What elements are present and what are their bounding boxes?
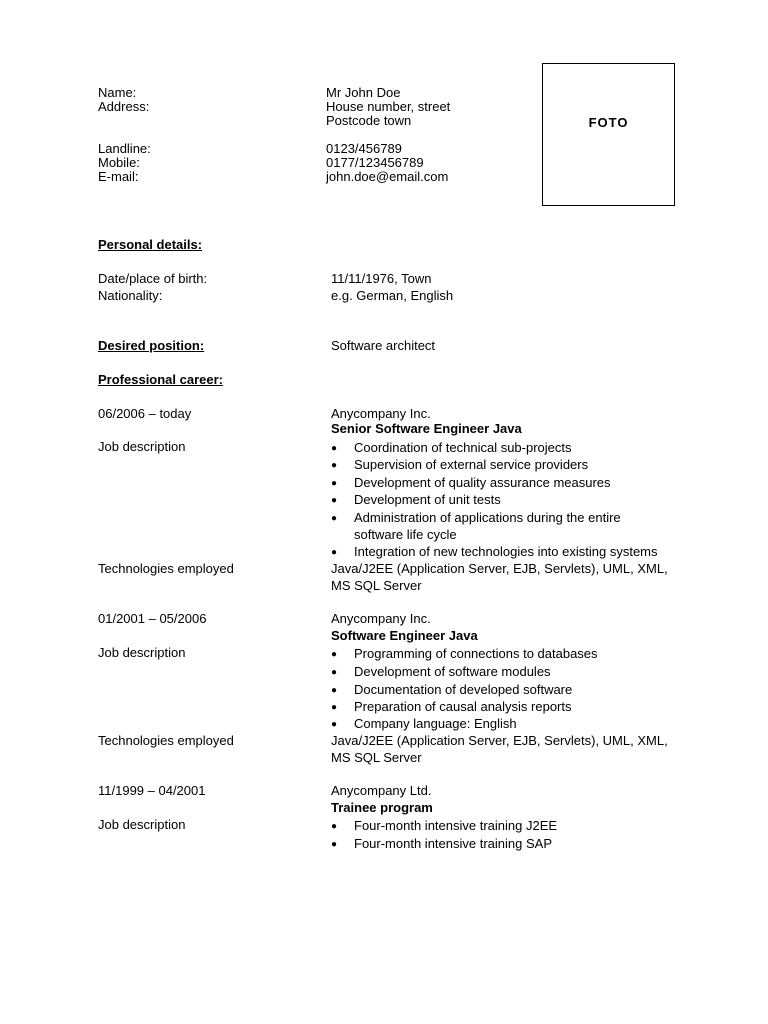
dob-label: Date/place of birth: <box>98 271 208 286</box>
job-company: Anycompany Inc. <box>331 611 431 626</box>
technologies-line-2: MS SQL Server <box>331 578 422 593</box>
job-bullet: Administration of applications during the entire <box>354 510 621 525</box>
job-description-label: Job description <box>98 439 186 454</box>
landline-label: Landline: <box>98 141 151 156</box>
technologies-label: Technologies employed <box>98 561 234 576</box>
job-period: 11/1999 – 04/2001 <box>98 783 206 798</box>
mobile-label: Mobile: <box>98 155 140 170</box>
job-company: Anycompany Ltd. <box>331 783 432 798</box>
bullet-icon: ● <box>331 719 338 730</box>
bullet-icon: ● <box>331 702 338 713</box>
job-bullet-continuation: software life cycle <box>354 527 457 542</box>
technologies-line-2: MS SQL Server <box>331 750 422 765</box>
job-title: Trainee program <box>331 800 433 815</box>
name-value: Mr John Doe <box>326 85 401 100</box>
job-bullet: Company language: English <box>354 716 517 731</box>
professional-career-heading: Professional career: <box>98 372 224 387</box>
desired-position-value: Software architect <box>331 338 436 353</box>
job-bullet: Preparation of causal analysis reports <box>354 699 572 714</box>
personal-details-heading: Personal details: <box>98 237 203 252</box>
desired-position-heading: Desired position: <box>98 338 205 353</box>
email-label: E-mail: <box>98 169 139 184</box>
address-line-2: Postcode town <box>326 113 412 128</box>
technologies-line-1: Java/J2EE (Application Server, EJB, Servlets), UML, XML, <box>331 561 668 576</box>
bullet-icon: ● <box>331 685 338 696</box>
job-bullet: Development of unit tests <box>354 492 501 507</box>
job-bullet: Documentation of developed software <box>354 682 573 697</box>
mobile-value: 0177/123456789 <box>326 155 424 170</box>
bullet-icon: ● <box>331 443 338 454</box>
job-title: Software Engineer Java <box>331 628 478 643</box>
job-bullet: Programming of connections to databases <box>354 646 598 661</box>
job-description-label: Job description <box>98 817 186 832</box>
landline-value: 0123/456789 <box>326 141 402 156</box>
bullet-icon: ● <box>331 667 338 678</box>
bullet-icon: ● <box>331 821 338 832</box>
job-description-label: Job description <box>98 645 186 660</box>
job-bullet: Four-month intensive training SAP <box>354 836 552 851</box>
job-bullet: Four-month intensive training J2EE <box>354 818 558 833</box>
bullet-icon: ● <box>331 478 338 489</box>
job-bullet: Integration of new technologies into existing systems <box>354 544 658 559</box>
job-bullet: Development of software modules <box>354 664 551 679</box>
job-bullet: Supervision of external service providers <box>354 457 589 472</box>
job-title: Senior Software Engineer Java <box>331 421 522 436</box>
address-line-1: House number, street <box>326 99 451 114</box>
job-period: 06/2006 – today <box>98 406 192 421</box>
name-label: Name: <box>98 85 137 100</box>
technologies-label: Technologies employed <box>98 733 234 748</box>
job-company: Anycompany Inc. <box>331 406 431 421</box>
photo-placeholder <box>542 63 675 206</box>
email-value: john.doe@email.com <box>326 169 449 184</box>
bullet-icon: ● <box>331 460 338 471</box>
job-bullet: Coordination of technical sub-projects <box>354 440 572 455</box>
nationality-value: e.g. German, English <box>331 288 454 303</box>
bullet-icon: ● <box>331 839 338 850</box>
nationality-label: Nationality: <box>98 288 163 303</box>
job-period: 01/2001 – 05/2006 <box>98 611 207 626</box>
job-bullet: Development of quality assurance measures <box>354 475 611 490</box>
photo-label: FOTO <box>588 115 629 130</box>
bullet-icon: ● <box>331 547 338 558</box>
bullet-icon: ● <box>331 513 338 524</box>
bullet-icon: ● <box>331 495 338 506</box>
bullet-icon: ● <box>331 649 338 660</box>
dob-value: 11/11/1976, Town <box>331 271 432 286</box>
address-label: Address: <box>98 99 150 114</box>
technologies-line-1: Java/J2EE (Application Server, EJB, Servlets), UML, XML, <box>331 733 668 748</box>
